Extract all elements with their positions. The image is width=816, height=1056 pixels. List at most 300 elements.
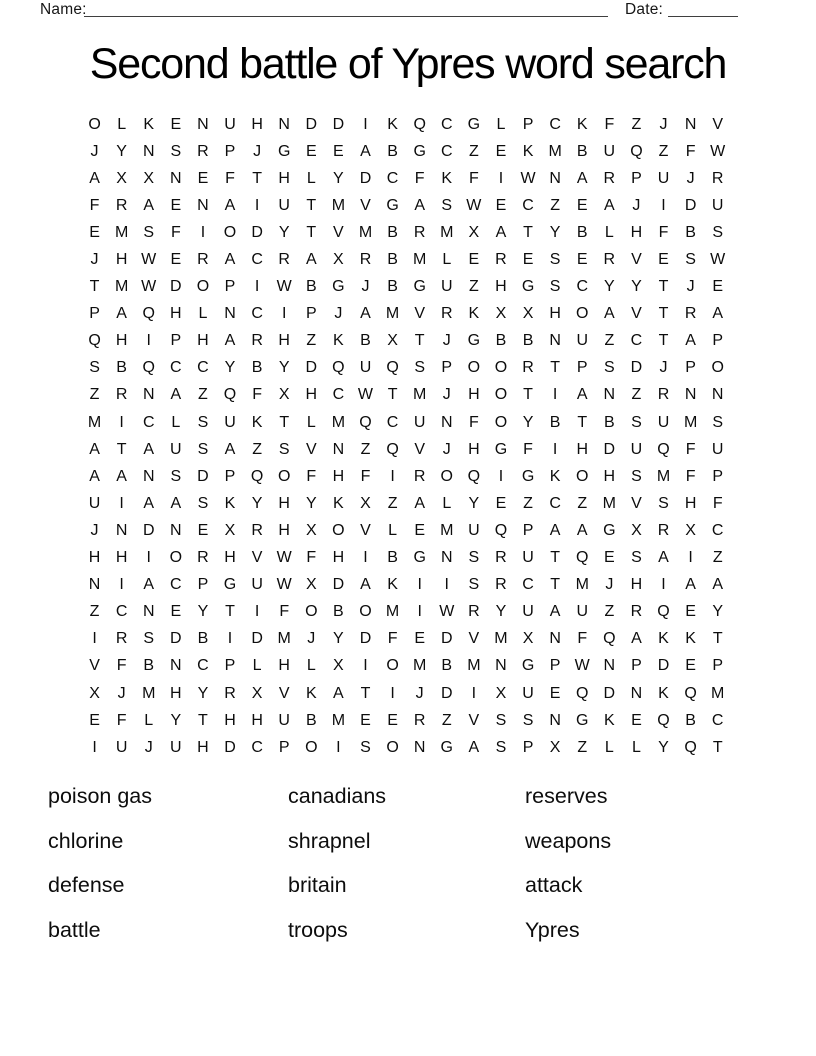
grid-letter: A [495,223,507,241]
grid-letter: I [146,549,151,567]
grid-letter: G [413,142,426,160]
grid-letter: D [305,359,318,377]
grid-letter: O [711,359,724,377]
grid-letter: Z [468,142,479,160]
grid-letter: M [413,386,427,404]
grid-letter: A [631,630,642,648]
grid-letter: C [549,115,561,133]
grid-letter: X [685,521,696,539]
grid-letter: T [360,684,371,702]
grid-letter: H [251,711,263,729]
grid-letter: Y [333,169,344,187]
grid-letter: S [603,359,615,377]
grid-letter: R [251,332,263,350]
grid-letter: H [224,549,236,567]
grid-letter: Y [658,738,669,756]
grid-letter: E [495,494,507,512]
grid-letter: U [224,413,236,431]
grid-letter: F [306,549,317,567]
grid-letter: Z [306,332,317,350]
grid-letter: Y [224,359,236,377]
grid-letter: T [198,711,208,729]
grid-letter: A [685,332,696,350]
grid-letter: F [89,196,100,214]
grid-letter: D [359,169,372,187]
grid-letter: L [171,413,181,431]
grid-letter: Y [170,711,182,729]
grid-letter: R [115,196,128,214]
grid-letter: D [305,115,318,133]
grid-letter: H [630,576,643,594]
grid-letter: V [251,549,263,567]
grid-letter: J [659,115,668,133]
grid-letter: A [224,196,236,214]
grid-letter: C [522,196,534,214]
grid-letter: O [169,549,183,567]
grid-letter: H [251,115,263,133]
grid-letter: L [144,711,154,729]
grid-letter: R [278,251,290,269]
grid-letter: T [550,576,561,594]
grid-letter: L [306,657,316,675]
grid-letter: A [658,549,669,567]
grid-letter: O [305,738,318,756]
grid-letter: P [278,738,290,756]
grid-letter: C [549,494,561,512]
grid-letter: N [603,657,616,675]
grid-letter: U [630,440,643,458]
grid-letter: E [170,115,182,133]
grid-letter: G [440,738,453,756]
grid-letter: Y [549,223,561,241]
word-list-column [525,774,611,952]
grid-letter: R [657,521,670,539]
grid-letter: R [197,549,209,567]
grid-letter: X [333,251,344,269]
grid-letter: I [552,386,558,404]
grid-letter: H [197,738,209,756]
grid-letter: A [224,332,236,350]
grid-letter: H [630,223,643,241]
grid-letter: R [359,251,372,269]
grid-letter: V [414,305,425,323]
grid-letter: H [305,386,318,404]
grid-letter: Q [576,549,589,567]
grid-letter: S [89,359,100,377]
grid-letter: J [90,251,99,269]
grid-letter: Q [332,359,345,377]
grid-letter: N [413,738,426,756]
grid-letter: I [688,549,693,567]
grid-letter: Z [198,386,208,404]
grid-letter: A [143,196,155,214]
grid-letter: G [223,576,237,594]
grid-letter: A [603,196,615,214]
grid-letter: N [332,440,345,458]
grid-letter: N [440,413,453,431]
grid-letter: F [414,169,425,187]
grid-letter: N [278,115,290,133]
grid-letter: U [413,413,426,431]
grid-letter: A [360,142,371,160]
name-label: Name: [40,1,87,18]
grid-letter: U [576,603,589,621]
grid-letter: Q [142,305,155,323]
grid-letter: I [661,576,666,594]
word-item: battle [48,917,101,942]
grid-letter: N [170,521,182,539]
grid-letter: R [115,386,128,404]
grid-letter: B [387,251,398,269]
grid-letter: W [276,278,292,296]
grid-letter: D [359,630,372,648]
grid-letter: S [468,576,480,594]
grid-letter: N [142,142,155,160]
letter-grid [81,111,731,761]
grid-letter: M [494,630,508,648]
grid-letter: A [170,386,182,404]
grid-letter: U [359,359,372,377]
grid-letter: P [170,332,182,350]
grid-letter: V [468,711,480,729]
grid-letter: P [549,657,561,675]
grid-letter: H [495,278,507,296]
grid-letter: E [549,684,561,702]
grid-letter: I [92,630,97,648]
grid-letter: E [89,223,100,241]
grid-letter: F [116,657,127,675]
grid-letter: G [494,440,508,458]
grid-letter: E [685,603,696,621]
grid-letter: H [170,684,182,702]
grid-letter: H [115,549,128,567]
grid-letter: E [495,196,507,214]
grid-letter: B [576,142,588,160]
grid-letter: O [576,467,589,485]
grid-letter: Q [250,467,264,485]
grid-letter: B [387,278,398,296]
grid-letter: Z [387,494,398,512]
grid-letter: A [603,305,615,323]
grid-letter: G [521,278,535,296]
grid-letter: K [685,630,696,648]
grid-letter: R [684,305,697,323]
grid-letter: Y [197,603,209,621]
grid-letter: A [549,603,561,621]
date-label: Date: [625,1,664,18]
grid-letter: B [522,332,534,350]
grid-letter: B [197,630,209,648]
grid-letter: C [711,521,724,539]
grid-letter: D [142,521,155,539]
grid-letter: H [170,305,182,323]
grid-letter: H [278,521,290,539]
grid-letter: Z [550,196,561,214]
grid-letter: N [142,467,155,485]
grid-letter: M [656,467,671,485]
grid-letter: Q [603,630,616,648]
grid-letter: J [442,386,451,404]
grid-letter: S [278,440,290,458]
grid-letter: I [119,413,124,431]
grid-letter: L [117,115,127,133]
grid-letter: K [333,494,344,512]
word-item: britain [288,873,347,897]
grid-letter: M [413,657,427,675]
grid-letter: X [116,169,127,187]
grid-letter: V [305,440,317,458]
grid-letter: D [332,115,345,133]
grid-letter: Z [577,494,588,512]
grid-letter: K [658,684,669,702]
grid-letter: T [306,196,317,214]
grid-letter: E [333,142,344,160]
grid-letter: R [495,251,507,269]
grid-letter: K [305,684,317,702]
grid-letter: A [305,251,317,269]
grid-letter: J [334,305,343,323]
grid-letter: H [278,332,290,350]
word-item: reserves [525,784,608,808]
grid-letter: L [252,657,262,675]
grid-letter: K [224,494,236,512]
grid-letter: C [170,359,182,377]
grid-letter: C [386,413,399,431]
grid-letter: W [357,386,374,404]
grid-letter: S [549,251,561,269]
grid-letter: G [332,278,345,296]
grid-letter: E [658,251,669,269]
grid-letter: P [441,359,453,377]
grid-letter: I [498,169,504,187]
grid-letter: H [278,494,290,512]
grid-letter: A [116,305,127,323]
grid-letter: X [522,630,534,648]
grid-letter: F [360,467,371,485]
word-list-column [288,774,525,952]
grid-letter: F [225,169,235,187]
grid-letter: F [252,386,262,404]
grid-letter: M [711,684,725,702]
grid-letter: B [387,223,398,241]
grid-letter: M [548,142,562,160]
grid-letter: R [413,711,426,729]
grid-letter: N [440,549,453,567]
grid-letter: E [197,521,209,539]
grid-letter: Z [441,711,452,729]
grid-letter: Q [657,603,670,621]
grid-letter: X [631,521,642,539]
grid-letter: J [605,576,614,594]
grid-letter: O [88,115,101,133]
grid-letter: A [576,521,588,539]
grid-letter: D [630,359,643,377]
grid-letter: P [89,305,100,323]
grid-letter: H [197,332,209,350]
grid-letter: F [712,494,723,512]
grid-letter: Q [576,684,589,702]
grid-letter: L [442,494,452,512]
grid-letter: E [170,251,182,269]
grid-letter: D [657,657,670,675]
grid-letter: U [278,711,290,729]
grid-letter: D [224,738,236,756]
grid-letter: U [522,603,534,621]
grid-letter: A [89,467,100,485]
grid-letter: E [197,169,209,187]
grid-letter: D [170,630,182,648]
grid-letter: N [549,332,561,350]
grid-letter: X [468,223,480,241]
grid-letter: H [332,467,345,485]
grid-letter: Z [360,440,371,458]
grid-letter: M [358,223,373,241]
grid-letter: U [711,440,724,458]
word-item: chlorine [48,828,124,853]
grid-letter: I [390,467,395,485]
grid-letter: A [685,576,696,594]
grid-letter: W [141,278,157,296]
grid-letter: A [576,169,588,187]
grid-letter: A [89,169,100,187]
grid-letter: A [360,576,371,594]
grid-letter: M [331,413,346,431]
grid-letter: C [170,576,182,594]
grid-letter: Z [523,494,533,512]
grid-letter: X [495,305,507,323]
grid-letter: S [712,223,724,241]
grid-letter: E [89,711,100,729]
grid-letter: E [576,251,588,269]
grid-letter: H [549,305,561,323]
grid-letter: O [223,223,237,241]
grid-letter: U [657,169,670,187]
grid-letter: Y [305,494,317,512]
grid-letter: F [523,440,533,458]
grid-letter: K [549,467,561,485]
grid-letter: S [360,738,371,756]
grid-letter: T [712,738,723,756]
grid-letter: M [114,278,129,296]
grid-letter: K [333,332,344,350]
grid-letter: Q [494,521,508,539]
grid-letter: T [658,305,669,323]
grid-letter: M [575,576,589,594]
grid-letter: T [712,630,723,648]
grid-letter: P [522,115,534,133]
grid-letter: N [684,115,697,133]
grid-letter: R [197,251,209,269]
grid-letter: W [141,251,157,269]
grid-letter: T [414,332,425,350]
grid-letter: G [386,196,399,214]
grid-letter: Z [577,738,588,756]
grid-letter: O [494,359,508,377]
grid-letter: Y [495,603,507,621]
grid-letter: R [251,521,263,539]
grid-letter: M [467,657,481,675]
grid-letter: Y [333,630,344,648]
grid-letter: W [439,603,455,621]
grid-letter: I [552,440,558,458]
grid-letter: S [495,711,507,729]
grid-letter: M [440,521,454,539]
grid-letter: C [251,738,263,756]
grid-letter: B [387,549,398,567]
grid-letter: Q [657,711,670,729]
grid-letter: U [440,278,453,296]
grid-letter: M [114,223,129,241]
grid-letter: Q [467,467,481,485]
grid-letter: W [574,657,590,675]
grid-letter: G [277,142,291,160]
grid-letter: N [88,576,101,594]
grid-letter: P [197,576,209,594]
grid-letter: A [143,494,155,512]
grid-letter: J [686,169,695,187]
grid-letter: B [576,223,588,241]
grid-letter: S [631,467,642,485]
grid-letter: U [251,576,263,594]
word-item: troops [288,917,348,942]
grid-letter: U [115,738,128,756]
grid-letter: I [254,278,260,296]
grid-letter: T [387,386,398,404]
grid-letter: Q [413,115,426,133]
grid-letter: I [254,603,260,621]
grid-letter: Y [278,223,290,241]
grid-letter: X [360,494,371,512]
grid-letter: I [119,494,124,512]
grid-letter: M [87,413,102,431]
grid-letter: B [685,223,696,241]
grid-letter: X [549,738,561,756]
grid-letter: J [442,440,451,458]
grid-letter: H [332,549,345,567]
grid-letter: T [658,278,669,296]
grid-letter: V [631,251,642,269]
grid-letter: T [523,386,533,404]
grid-letter: T [658,332,669,350]
grid-letter: Y [712,603,724,621]
grid-letter: G [467,332,481,350]
grid-letter: S [441,196,453,214]
grid-letter: M [331,711,346,729]
grid-letter: X [305,521,317,539]
grid-letter: F [116,711,127,729]
grid-letter: K [603,711,615,729]
grid-letter: Y [468,494,480,512]
grid-letter: G [413,549,426,567]
grid-letter: E [603,549,615,567]
grid-letter: I [363,115,368,133]
grid-letter: V [360,196,371,214]
grid-letter: M [331,196,346,214]
grid-letter: V [712,115,724,133]
grid-letter: S [631,549,642,567]
page-title: Second battle of Ypres word search [89,40,727,88]
grid-letter: L [306,413,316,431]
grid-letter: V [89,657,100,675]
word-list-column [48,774,288,952]
grid-letter: E [414,521,425,539]
word-item: poison gas [48,784,152,808]
grid-letter: A [414,196,425,214]
grid-letter: Q [223,386,237,404]
grid-letter: J [307,630,316,648]
grid-letter: D [440,630,453,648]
grid-letter: P [224,467,236,485]
